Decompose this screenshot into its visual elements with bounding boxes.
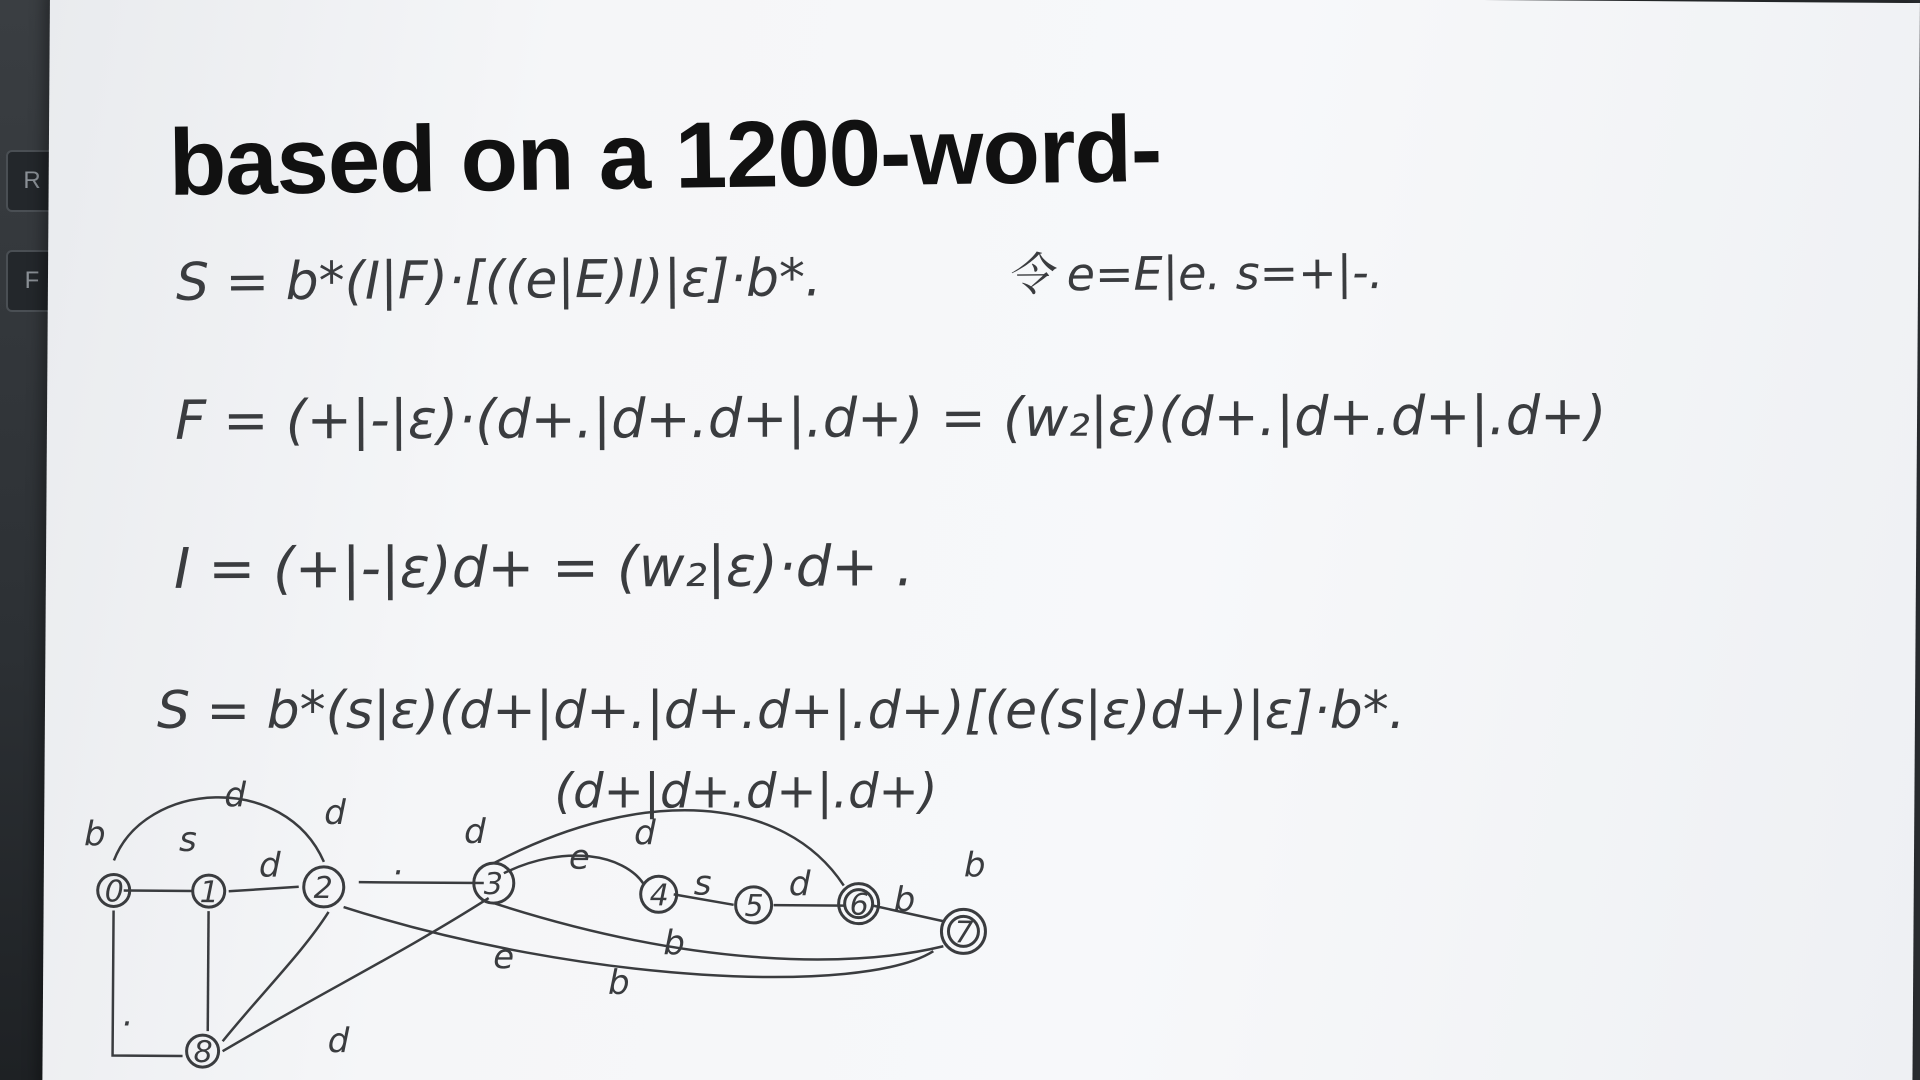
- state-8: [186, 1035, 218, 1070]
- state-4: [641, 876, 677, 913]
- svg-text:2: 2: [313, 870, 333, 906]
- state-1: [193, 875, 225, 910]
- label-d-bottom: d: [327, 1020, 350, 1062]
- label-s: s: [178, 819, 197, 861]
- svg-text:7: 7: [954, 915, 974, 951]
- handwritten-line-2: F = (+|-|ε)·(d+.|d+.d+|.d+) = (w₂|ε)(d+.|d+.d+|.d+): [174, 383, 1607, 452]
- state-diagram: [82, 750, 1224, 1078]
- label-dot-23: .: [393, 843, 405, 884]
- svg-text:5: 5: [744, 888, 764, 925]
- svg-text:4: 4: [649, 878, 669, 914]
- label-e: e: [568, 837, 591, 878]
- paper-sheet: [42, 0, 1920, 1080]
- label-d-2: d: [324, 792, 346, 834]
- label-d-3: d: [463, 811, 486, 853]
- handwritten-line-3: I = (+|-|ε)d+ = (w₂|ε)·d+ .: [173, 534, 914, 602]
- label-b-7: b: [963, 845, 986, 886]
- edge-8-3: [223, 896, 489, 1053]
- state-diagram-svg: [82, 750, 1224, 1078]
- edge-1-8: [208, 911, 209, 1031]
- handwritten-line-4: S = b*(s|ε)(d+|d+.|d+.d+|.d+)[(e(s|ε)d+)|ε]·b*.: [156, 680, 1406, 741]
- state-7: [941, 909, 985, 953]
- svg-text:6: 6: [849, 887, 869, 923]
- edge-top-0-2: [114, 797, 324, 862]
- keyboard-key-f: F: [6, 250, 58, 312]
- edge-2-3: [359, 882, 484, 883]
- handwritten-line-1: S = b*(I|F)·[((e|E)I)|ε]·b*.: [175, 248, 822, 313]
- handwritten-note: 令 e=E|e. s=+|-.: [1005, 245, 1384, 302]
- handwritten-line-5: (d+|d+.d+|.d+): [554, 763, 938, 820]
- state-2: [304, 867, 344, 907]
- label-d-4: d: [633, 813, 656, 854]
- state-0: [98, 874, 130, 909]
- state-5: [735, 887, 771, 924]
- label-d-12: d: [258, 845, 281, 886]
- label-b-low: b: [663, 923, 686, 964]
- state-6: [839, 884, 879, 924]
- svg-text:8: 8: [193, 1035, 213, 1071]
- label-b-67: b: [893, 879, 916, 921]
- keyboard-key-r: R: [6, 150, 58, 212]
- label-s-45: s: [693, 863, 712, 904]
- label-b-low-2: b: [607, 962, 630, 1004]
- printed-headline: based on a 1200-word-: [168, 95, 1162, 215]
- svg-text:1: 1: [199, 875, 219, 911]
- label-b-loop: b: [83, 814, 106, 855]
- edge-8-2: [223, 911, 329, 1042]
- svg-text:3: 3: [483, 867, 503, 903]
- label-d-top: d: [224, 775, 247, 816]
- label-d-56: d: [788, 864, 811, 905]
- label-dot-left: .: [122, 994, 134, 1035]
- svg-text:0: 0: [104, 874, 124, 910]
- label-e-low: e: [493, 937, 515, 978]
- edge-1-2: [229, 886, 299, 891]
